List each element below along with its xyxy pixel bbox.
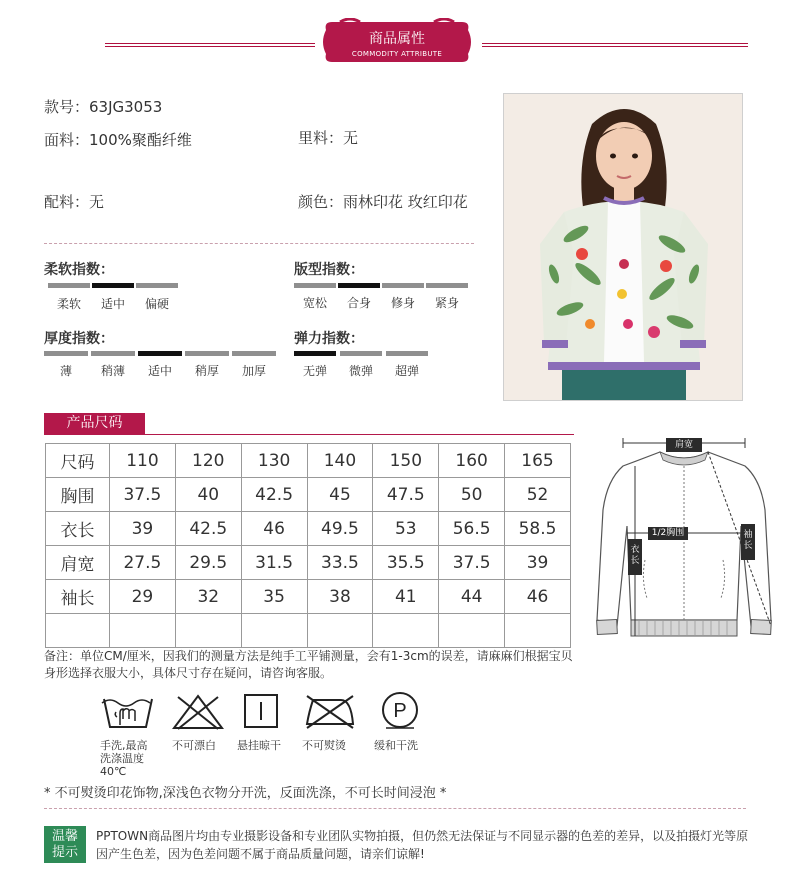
attr-color: 颜色：雨林印花 玫红印花 (298, 193, 468, 211)
size-table (45, 443, 571, 648)
size-header-cell: 120 (175, 444, 241, 478)
tip-badge-line-1: 温馨 (51, 829, 78, 844)
size-cell: 31.5 (241, 546, 307, 580)
elasticity-bar-2 (386, 351, 428, 356)
softness-bar-2 (136, 283, 178, 288)
size-row-label: 肩宽 (46, 546, 110, 580)
size-section-line (44, 434, 574, 435)
thickness-bar-0 (44, 351, 88, 356)
size-cell: 29 (110, 580, 176, 614)
size-cell: 52 (505, 478, 571, 512)
size-header-cell: 150 (373, 444, 439, 478)
elasticity-bar-1 (340, 351, 382, 356)
size-cell: 37.5 (439, 546, 505, 580)
hand-wash-label-2: 洗涤温度 (100, 752, 144, 765)
diagram-body-length-label: 衣长 (628, 539, 642, 575)
header-line-left (105, 43, 315, 47)
divider-bottom (44, 808, 746, 809)
hand-wash-label-1: 手洗,最高 (100, 739, 148, 752)
no-iron-label: 不可熨烫 (302, 739, 346, 752)
thickness-label-2: 适中 (147, 364, 172, 378)
no-bleach-label: 不可漂白 (172, 739, 216, 752)
size-cell: 46 (505, 580, 571, 614)
fit-label-1: 合身 (346, 296, 371, 310)
softness-label-2: 偏硬 (144, 297, 169, 311)
table-row (46, 512, 571, 546)
size-cell (373, 614, 439, 648)
thickness-label-1: 稍薄 (100, 364, 125, 378)
size-cell: 37.5 (110, 478, 176, 512)
no-bleach-icon (172, 693, 224, 731)
hand-wash-icon (100, 695, 156, 731)
hand-wash-label-3: 40℃ (100, 765, 127, 778)
size-cell (505, 614, 571, 648)
size-cell: 32 (175, 580, 241, 614)
fit-title: 版型指数： (294, 262, 364, 278)
size-cell: 53 (373, 512, 439, 546)
fit-bar-1 (338, 283, 380, 288)
size-cell: 47.5 (373, 478, 439, 512)
size-cell: 42.5 (175, 512, 241, 546)
elasticity-bar-0 (294, 351, 336, 356)
size-cell: 35 (241, 580, 307, 614)
softness-label-1: 适中 (100, 297, 125, 311)
size-cell (110, 614, 176, 648)
softness-label-0: 柔软 (56, 297, 81, 311)
dry-clean-icon (380, 690, 420, 730)
washing-warning: * 不可熨烫印花饰物,深浅色衣物分开洗，反面洗涤，不可长时间浸泡 * (44, 786, 447, 801)
diagram-sleeve-label: 袖长 (741, 524, 755, 560)
size-cell: 40 (175, 478, 241, 512)
tip-badge-line-2: 提示 (51, 845, 78, 860)
elasticity-label-0: 无弹 (302, 364, 327, 378)
divider (44, 243, 474, 244)
size-cell (307, 614, 373, 648)
product-photo-illustration (504, 94, 743, 401)
size-cell (439, 614, 505, 648)
table-row (46, 546, 571, 580)
hang-dry-label: 悬挂晾干 (237, 739, 281, 752)
size-cell: 45 (307, 478, 373, 512)
thickness-label-3: 稍厚 (194, 364, 219, 378)
size-header-cell: 140 (307, 444, 373, 478)
tip-badge (44, 826, 86, 863)
thickness-bar-1 (91, 351, 135, 356)
no-iron-icon (305, 694, 355, 730)
thickness-bar-4 (232, 351, 276, 356)
diagram-half-chest-label: 1/2胸围 (648, 527, 688, 540)
svg-text:P: P (393, 700, 407, 722)
thickness-label-0: 薄 (59, 364, 72, 378)
size-row-label: 胸围 (46, 478, 110, 512)
fit-label-3: 紧身 (434, 296, 459, 310)
size-row-label (46, 614, 110, 648)
fit-bar-2 (382, 283, 424, 288)
size-header-cell: 110 (110, 444, 176, 478)
size-row-label: 袖长 (46, 580, 110, 614)
size-cell: 27.5 (110, 546, 176, 580)
header-line-right (482, 43, 748, 47)
thickness-title: 厚度指数： (44, 331, 114, 347)
size-cell: 44 (439, 580, 505, 614)
thickness-bar-3 (185, 351, 229, 356)
product-photo (503, 93, 743, 401)
softness-title: 柔软指数： (44, 262, 114, 278)
size-header-cell: 尺码 (46, 444, 110, 478)
elasticity-label-1: 微弹 (348, 364, 373, 378)
size-row-label: 衣长 (46, 512, 110, 546)
size-cell: 58.5 (505, 512, 571, 546)
fit-bar-3 (426, 283, 468, 288)
measurement-note: 备注：单位CM/厘米，因我们的测量方法是纯手工平铺测量，会有1-3cm的误差，请麻麻们根据宝贝身形选择衣服大小，具体尺寸存在疑问，请咨询客服。 (44, 649, 573, 680)
hang-dry-icon (243, 693, 279, 729)
size-cell: 46 (241, 512, 307, 546)
thickness-bar-2 (138, 351, 182, 356)
size-cell: 42.5 (241, 478, 307, 512)
attr-lining: 里料：无 (298, 129, 359, 147)
size-cell: 49.5 (307, 512, 373, 546)
dry-clean-label: 缓和干洗 (374, 739, 418, 752)
table-row (46, 478, 571, 512)
size-cell (241, 614, 307, 648)
attr-fabric: 面料：100%聚酯纤维 (44, 131, 192, 149)
softness-bar-0 (48, 283, 90, 288)
size-section-title: 产品尺码 (44, 413, 145, 434)
fit-bar-0 (294, 283, 336, 288)
size-cell: 56.5 (439, 512, 505, 546)
tip-text: PPTOWN商品图片均由专业摄影设备和专业团队实物拍摄，但仍然无法保证与不同显示器的色差的差异，以及拍摄灯光等原因产生色差，因为色差问题不属于商品质量问题，请亲们谅解! (96, 829, 749, 861)
size-cell: 33.5 (307, 546, 373, 580)
size-cell: 41 (373, 580, 439, 614)
elasticity-title: 弹力指数： (294, 331, 364, 347)
size-cell: 38 (307, 580, 373, 614)
size-cell (175, 614, 241, 648)
fit-label-2: 修身 (390, 296, 415, 310)
size-cell: 35.5 (373, 546, 439, 580)
size-cell: 29.5 (175, 546, 241, 580)
thickness-label-4: 加厚 (241, 364, 266, 378)
size-cell: 50 (439, 478, 505, 512)
attr-style-no: 款号：63JG3053 (44, 98, 163, 116)
size-table-header (46, 444, 571, 478)
size-header-cell: 130 (241, 444, 307, 478)
header-title: 商品属性 (369, 31, 425, 47)
softness-bar-1 (92, 283, 134, 288)
table-row (46, 614, 571, 648)
fit-label-0: 宽松 (302, 296, 327, 310)
size-header-cell: 165 (505, 444, 571, 478)
header-subtitle: COMMODITY ATTRIBUTE (351, 50, 443, 58)
table-row (46, 580, 571, 614)
size-cell: 39 (505, 546, 571, 580)
size-cell: 39 (110, 512, 176, 546)
size-header-cell: 160 (439, 444, 505, 478)
diagram-shoulder-label: 肩宽 (666, 438, 702, 452)
elasticity-label-2: 超弹 (394, 364, 419, 378)
attr-accessory: 配料：无 (44, 193, 105, 211)
